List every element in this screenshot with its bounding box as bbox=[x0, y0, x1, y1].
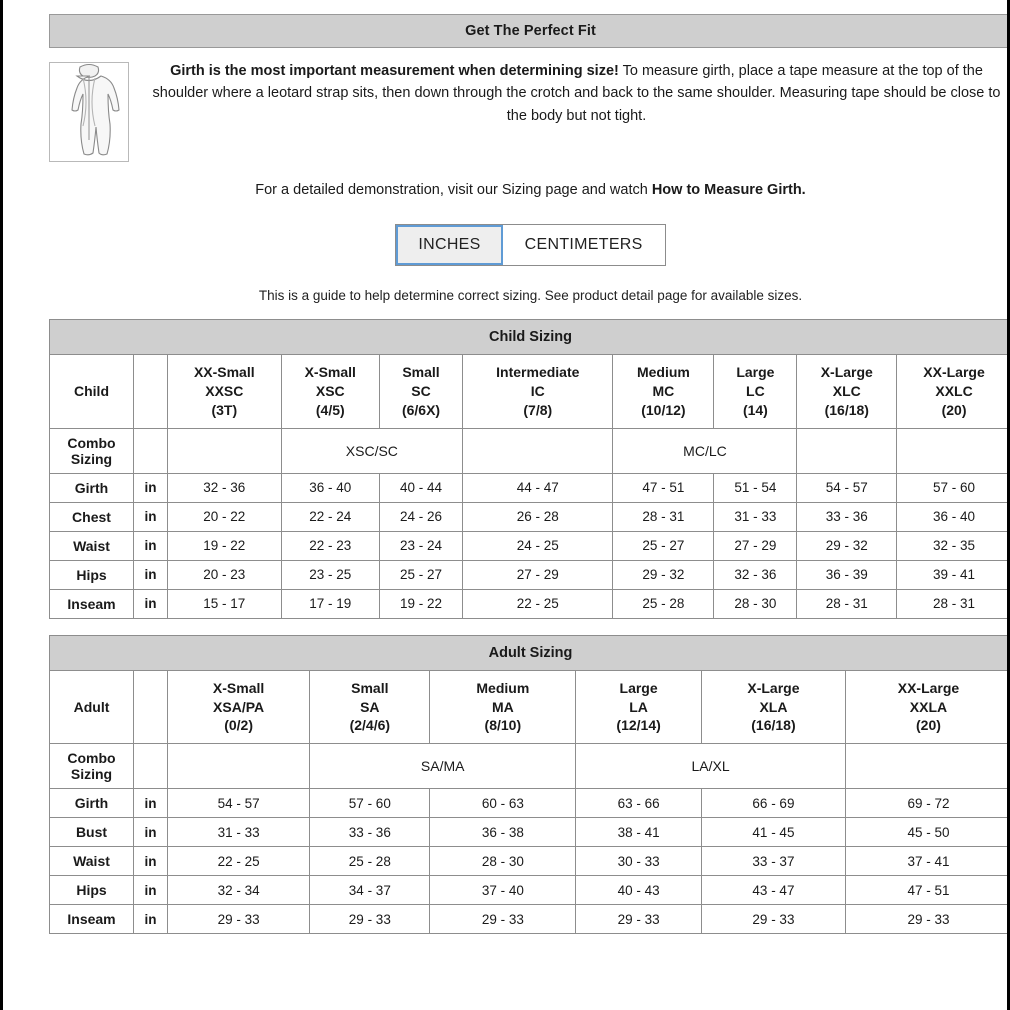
combo-label-line1: Combo bbox=[67, 750, 116, 767]
table-row bbox=[50, 473, 1010, 502]
table-row bbox=[50, 876, 1010, 905]
col-numeric: (8/10) bbox=[484, 717, 522, 734]
adult-unit-header bbox=[134, 670, 168, 744]
col-numeric: (12/14) bbox=[616, 717, 661, 734]
cell: 22 - 23 bbox=[281, 531, 379, 560]
col-name: XX-Large bbox=[923, 364, 985, 380]
col-code: XSC bbox=[315, 382, 345, 399]
col-code: XXLA bbox=[909, 698, 948, 715]
cell: 32 - 36 bbox=[168, 473, 282, 502]
child-combo-empty-1 bbox=[463, 428, 613, 473]
demo-prefix: For a detailed demonstration, visit our Sizing page and watch bbox=[255, 182, 652, 198]
cell: 31 - 33 bbox=[168, 818, 310, 847]
cell: 36 - 40 bbox=[897, 502, 1010, 531]
cell: 28 - 31 bbox=[897, 589, 1010, 618]
child-col-1 bbox=[281, 355, 379, 429]
child-row-label-1: Chest bbox=[50, 502, 134, 531]
col-name: X-Small bbox=[304, 364, 356, 380]
cell: 22 - 25 bbox=[168, 847, 310, 876]
adult-combo-empty-1 bbox=[845, 744, 1010, 789]
cell: 24 - 25 bbox=[463, 531, 613, 560]
col-name: XX-Large bbox=[897, 679, 960, 696]
col-numeric: (20) bbox=[941, 401, 967, 418]
child-row-header: Child bbox=[50, 355, 134, 429]
child-sizing-table bbox=[49, 319, 1010, 619]
cell: 25 - 27 bbox=[613, 531, 714, 560]
cell: 38 - 41 bbox=[576, 818, 702, 847]
unit-toggle bbox=[49, 198, 1010, 266]
cell: 29 - 33 bbox=[168, 905, 310, 934]
cell: 40 - 44 bbox=[379, 473, 462, 502]
child-row-label-4: Inseam bbox=[50, 589, 134, 618]
cell: 19 - 22 bbox=[379, 589, 462, 618]
cell: 17 - 19 bbox=[281, 589, 379, 618]
cell: 57 - 60 bbox=[897, 473, 1010, 502]
cell: 23 - 25 bbox=[281, 560, 379, 589]
adult-row-unit-1: in bbox=[134, 818, 168, 847]
adult-col-2 bbox=[430, 670, 576, 744]
adult-sizing-table bbox=[49, 635, 1010, 935]
cell: 19 - 22 bbox=[168, 531, 282, 560]
col-code: SC bbox=[411, 382, 431, 399]
adult-row-header: Adult bbox=[50, 670, 134, 744]
child-col-4 bbox=[613, 355, 714, 429]
cell: 40 - 43 bbox=[576, 876, 702, 905]
adult-row-label-2: Waist bbox=[50, 847, 134, 876]
col-code: IC bbox=[530, 382, 545, 399]
page-title: Get The Perfect Fit bbox=[49, 14, 1010, 48]
cell: 36 - 38 bbox=[430, 818, 576, 847]
child-combo-unit bbox=[134, 428, 168, 473]
child-col-5 bbox=[714, 355, 797, 429]
child-row-unit-2: in bbox=[134, 531, 168, 560]
col-name: X-Large bbox=[747, 679, 800, 696]
col-name: Small bbox=[351, 679, 389, 696]
child-row-label-0: Girth bbox=[50, 473, 134, 502]
child-col-6 bbox=[797, 355, 897, 429]
col-numeric: (4/5) bbox=[315, 401, 345, 418]
adult-col-5 bbox=[845, 670, 1010, 744]
adult-combo-1: SA/MA bbox=[310, 744, 576, 789]
col-name: X-Large bbox=[820, 364, 873, 380]
adult-combo-row bbox=[50, 744, 1010, 789]
cell: 29 - 33 bbox=[576, 905, 702, 934]
table-row bbox=[50, 589, 1010, 618]
combo-label-line2: Sizing bbox=[70, 450, 113, 467]
cell: 47 - 51 bbox=[845, 876, 1010, 905]
adult-combo-2: LA/XL bbox=[576, 744, 846, 789]
child-combo-label bbox=[50, 428, 134, 473]
cell: 23 - 24 bbox=[379, 531, 462, 560]
col-name: XX-Small bbox=[193, 364, 255, 380]
cell: 25 - 28 bbox=[310, 847, 430, 876]
table-row bbox=[50, 818, 1010, 847]
demo-link[interactable]: How to Measure Girth. bbox=[651, 182, 806, 198]
cell: 60 - 63 bbox=[430, 789, 576, 818]
cell: 29 - 32 bbox=[797, 531, 897, 560]
child-combo-empty-2 bbox=[797, 428, 897, 473]
child-col-7 bbox=[897, 355, 1010, 429]
child-unit-header bbox=[134, 355, 168, 429]
adult-combo-label bbox=[50, 744, 134, 789]
child-row-label-2: Waist bbox=[50, 531, 134, 560]
cell: 63 - 66 bbox=[576, 789, 702, 818]
demo-line bbox=[49, 162, 1010, 198]
cell: 54 - 57 bbox=[168, 789, 310, 818]
cell: 25 - 28 bbox=[613, 589, 714, 618]
col-numeric: (16/18) bbox=[751, 717, 796, 734]
cell: 39 - 41 bbox=[897, 560, 1010, 589]
cell: 20 - 22 bbox=[168, 502, 282, 531]
col-numeric: (3T) bbox=[211, 401, 238, 418]
cell: 28 - 31 bbox=[797, 589, 897, 618]
child-col-0 bbox=[168, 355, 282, 429]
adult-row-unit-3: in bbox=[134, 876, 168, 905]
child-combo-1: XSC/SC bbox=[281, 428, 463, 473]
cell: 54 - 57 bbox=[797, 473, 897, 502]
adult-col-4 bbox=[701, 670, 845, 744]
cell: 24 - 26 bbox=[379, 502, 462, 531]
col-numeric: (16/18) bbox=[824, 401, 869, 418]
cell: 30 - 33 bbox=[576, 847, 702, 876]
centimeters-button[interactable]: CENTIMETERS bbox=[503, 225, 665, 265]
cell: 28 - 30 bbox=[430, 847, 576, 876]
child-combo-2: MC/LC bbox=[613, 428, 797, 473]
cell: 32 - 34 bbox=[168, 876, 310, 905]
col-numeric: (14) bbox=[742, 401, 768, 418]
col-name: X-Small bbox=[212, 679, 265, 696]
cell: 27 - 29 bbox=[463, 560, 613, 589]
child-row-unit-3: in bbox=[134, 560, 168, 589]
child-table-title: Child Sizing bbox=[50, 320, 1010, 355]
cell: 32 - 35 bbox=[897, 531, 1010, 560]
child-combo-empty-3 bbox=[897, 428, 1010, 473]
cell: 43 - 47 bbox=[701, 876, 845, 905]
cell: 37 - 40 bbox=[430, 876, 576, 905]
intro-section bbox=[49, 48, 1010, 162]
inches-button[interactable]: INCHES bbox=[396, 225, 502, 265]
adult-row-unit-4: in bbox=[134, 905, 168, 934]
col-name: Large bbox=[619, 679, 658, 696]
col-code: XLA bbox=[759, 698, 788, 715]
cell: 36 - 39 bbox=[797, 560, 897, 589]
adult-row-label-3: Hips bbox=[50, 876, 134, 905]
cell: 27 - 29 bbox=[714, 531, 797, 560]
intro-bold-lead: Girth is the most important measurement when determining size! bbox=[170, 63, 619, 79]
cell: 28 - 31 bbox=[613, 502, 714, 531]
table-row bbox=[50, 531, 1010, 560]
cell: 20 - 23 bbox=[168, 560, 282, 589]
child-row-unit-1: in bbox=[134, 502, 168, 531]
cell: 69 - 72 bbox=[845, 789, 1010, 818]
cell: 29 - 33 bbox=[701, 905, 845, 934]
table-row bbox=[50, 560, 1010, 589]
table-row bbox=[50, 847, 1010, 876]
table-row bbox=[50, 502, 1010, 531]
col-code: MC bbox=[652, 382, 675, 399]
child-col-3 bbox=[463, 355, 613, 429]
adult-row-label-1: Bust bbox=[50, 818, 134, 847]
cell: 29 - 32 bbox=[613, 560, 714, 589]
cell: 57 - 60 bbox=[310, 789, 430, 818]
col-code: XLC bbox=[832, 382, 861, 399]
cell: 26 - 28 bbox=[463, 502, 613, 531]
col-numeric: (10/12) bbox=[641, 401, 686, 418]
adult-row-label-0: Girth bbox=[50, 789, 134, 818]
col-numeric: (7/8) bbox=[523, 401, 553, 418]
cell: 32 - 36 bbox=[714, 560, 797, 589]
child-col-2 bbox=[379, 355, 462, 429]
child-combo-row bbox=[50, 428, 1010, 473]
col-code: XXSC bbox=[205, 382, 244, 399]
adult-col-3 bbox=[576, 670, 702, 744]
adult-row-label-4: Inseam bbox=[50, 905, 134, 934]
col-name: Medium bbox=[476, 679, 530, 696]
col-code: XSA/PA bbox=[213, 698, 265, 715]
col-name: Large bbox=[736, 364, 775, 380]
cell: 66 - 69 bbox=[701, 789, 845, 818]
col-numeric: (20) bbox=[916, 717, 941, 734]
cell: 44 - 47 bbox=[463, 473, 613, 502]
cell: 33 - 36 bbox=[310, 818, 430, 847]
combo-label-line1: Combo bbox=[67, 434, 116, 451]
col-code: LA bbox=[629, 698, 648, 715]
cell: 29 - 33 bbox=[430, 905, 576, 934]
cell: 31 - 33 bbox=[714, 502, 797, 531]
cell: 28 - 30 bbox=[714, 589, 797, 618]
child-row-unit-4: in bbox=[134, 589, 168, 618]
cell: 47 - 51 bbox=[613, 473, 714, 502]
col-code: MA bbox=[491, 698, 514, 715]
cell: 25 - 27 bbox=[379, 560, 462, 589]
cell: 41 - 45 bbox=[701, 818, 845, 847]
adult-col-0 bbox=[168, 670, 310, 744]
intro-body: To measure girth, place a tape measure at the top of the shoulder where a leotard strap sits, then down through the crotch and back to the same shoulder. Measuring tape should be close to the body but not tight. bbox=[152, 63, 1001, 124]
adult-row-unit-0: in bbox=[134, 789, 168, 818]
cell: 15 - 17 bbox=[168, 589, 282, 618]
adult-combo-unit bbox=[134, 744, 168, 789]
child-row-label-3: Hips bbox=[50, 560, 134, 589]
col-numeric: (0/2) bbox=[224, 717, 253, 734]
cell: 36 - 40 bbox=[281, 473, 379, 502]
child-combo-empty-0 bbox=[168, 428, 282, 473]
guide-note: This is a guide to help determine correct sizing. See product detail page for available sizes. bbox=[258, 288, 803, 303]
cell: 45 - 50 bbox=[845, 818, 1010, 847]
cell: 29 - 33 bbox=[310, 905, 430, 934]
table-row bbox=[50, 905, 1010, 934]
col-code: XXLC bbox=[935, 382, 973, 399]
cell: 22 - 24 bbox=[281, 502, 379, 531]
col-numeric: (6/6X) bbox=[401, 401, 441, 418]
cell: 34 - 37 bbox=[310, 876, 430, 905]
col-name: Medium bbox=[636, 364, 690, 380]
col-numeric: (2/4/6) bbox=[349, 717, 391, 734]
cell: 37 - 41 bbox=[845, 847, 1010, 876]
leotard-illustration bbox=[49, 62, 129, 162]
cell: 51 - 54 bbox=[714, 473, 797, 502]
col-code: SA bbox=[360, 698, 380, 715]
adult-table-title: Adult Sizing bbox=[50, 635, 1010, 670]
col-name: Intermediate bbox=[496, 364, 580, 380]
col-name: Small bbox=[402, 364, 440, 380]
child-row-unit-0: in bbox=[134, 473, 168, 502]
adult-col-1 bbox=[310, 670, 430, 744]
combo-label-line2: Sizing bbox=[70, 766, 113, 783]
cell: 29 - 33 bbox=[845, 905, 1010, 934]
table-row bbox=[50, 789, 1010, 818]
adult-row-unit-2: in bbox=[134, 847, 168, 876]
adult-combo-empty-0 bbox=[168, 744, 310, 789]
cell: 22 - 25 bbox=[463, 589, 613, 618]
col-code: LC bbox=[746, 382, 765, 399]
intro-text bbox=[141, 60, 1010, 127]
cell: 33 - 37 bbox=[701, 847, 845, 876]
cell: 33 - 36 bbox=[797, 502, 897, 531]
